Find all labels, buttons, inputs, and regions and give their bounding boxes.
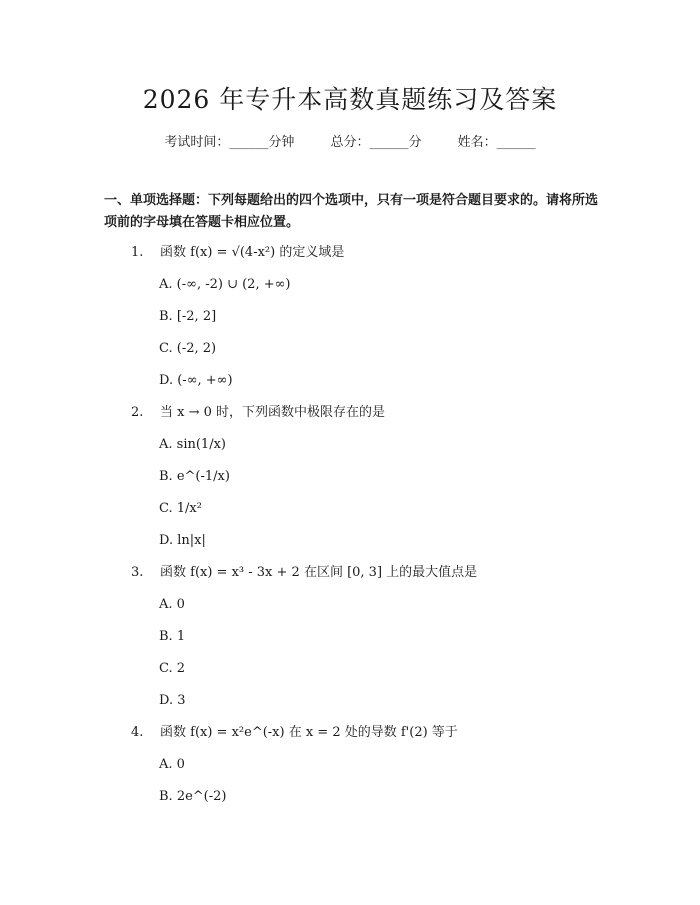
option-3c: C. 2: [159, 661, 186, 676]
name-field: 姓名：______: [457, 135, 536, 150]
option-1b: B. [-2, 2]: [159, 309, 217, 324]
option-1c: C. (-2, 2): [159, 341, 217, 356]
exam-info-line: [0, 131, 700, 150]
question-number: 2.: [131, 405, 144, 420]
option-3a: A. 0: [159, 597, 185, 612]
option-2b: B. e^(-1/x): [159, 469, 230, 484]
question-number: 1.: [131, 245, 144, 260]
option-2d: D. ln|x|: [159, 533, 206, 548]
exam-time-field: 考试时间：______分钟: [164, 135, 295, 150]
page-title: 2026 年专升本高数真题练习及答案: [142, 85, 558, 114]
option-2a: A. sin(1/x): [159, 437, 226, 452]
question-number: 4.: [131, 725, 144, 740]
option-3b: B. 1: [159, 629, 186, 644]
section-heading: 一、单项选择题：下列每题给出的四个选项中，只有一项是符合题目要求的。请将所选项前的字母填在答题卡相应位置。: [104, 193, 599, 230]
option-1d: D. (-∞, +∞): [159, 373, 233, 388]
option-2c: C. 1/x²: [159, 501, 202, 516]
option-4b: B. 2e^(-2): [159, 789, 227, 804]
question-text: 当 x → 0 时，下列函数中极限存在的是: [160, 405, 386, 420]
option-3d: D. 3: [159, 693, 186, 708]
option-4a: A. 0: [159, 757, 185, 772]
total-score-field: 总分：______分: [330, 135, 422, 150]
question-text: 函数 f(x) = x³ - 3x + 2 在区间 [0, 3] 上的最大值点是: [160, 565, 478, 580]
option-1a: A. (-∞, -2) ∪ (2, +∞): [159, 277, 291, 292]
question-text: 函数 f(x) = x²e^(-x) 在 x = 2 处的导数 f'(2) 等于: [160, 725, 458, 740]
question-text: 函数 f(x) = √(4-x²) 的定义域是: [160, 245, 345, 260]
question-number: 3.: [131, 565, 144, 580]
